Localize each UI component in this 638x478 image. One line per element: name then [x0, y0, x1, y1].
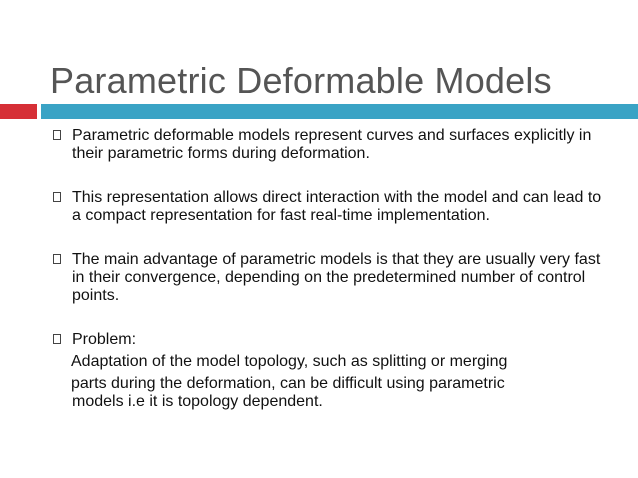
bullet-box-icon [53, 254, 61, 264]
bullet-text: Parametric deformable models represent curves and surfaces explicitly in their parametric forms during deformation. [72, 127, 592, 162]
bullet-box-icon [53, 334, 61, 344]
bullet-box-icon [53, 192, 61, 202]
problem-line: Adaptation of the model topology, such as splitting or merging [71, 353, 508, 370]
problem-line: parts during the deformation, can be difficult using parametric [71, 375, 505, 392]
bullet-box-icon [53, 130, 61, 140]
bullet-text: This representation allows direct interaction with the model and can lead to a compact representation for fast real-time implementation. [72, 189, 602, 224]
accent-bar-blue [41, 104, 638, 119]
bullet-item [50, 251, 610, 305]
bullet-item [50, 331, 610, 349]
accent-bar-red [0, 104, 37, 119]
bullet-text: The main advantage of parametric models is that they are usually very fast in their convergence, depending on the predetermined number of control points. [72, 251, 601, 304]
slide-body [50, 125, 610, 411]
bullet-item [50, 189, 610, 225]
bullet-item [50, 127, 610, 163]
slide-title: Parametric Deformable Models [50, 60, 552, 101]
problem-line: models i.e it is topology dependent. [72, 393, 323, 410]
bullet-text: Problem: [72, 331, 137, 348]
